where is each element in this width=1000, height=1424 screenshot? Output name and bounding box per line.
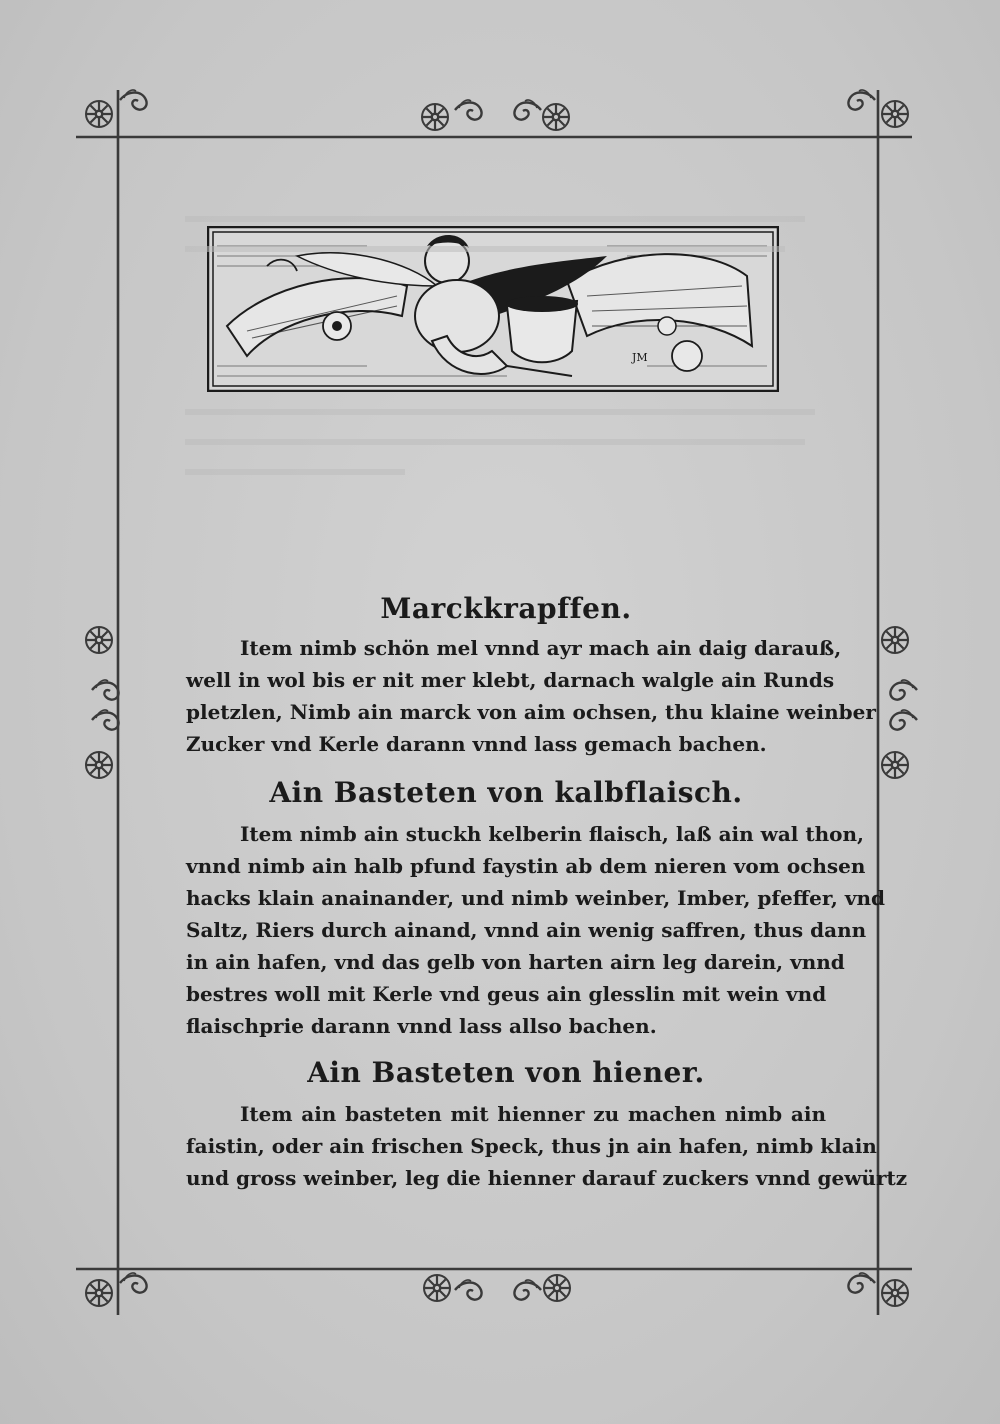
text-line: Zucker vnd Kerle darann vnnd lass gemach bachen. bbox=[186, 732, 767, 756]
text-line: bestres woll mit Kerle vnd geus ain glesslin mit wein vnd bbox=[186, 982, 827, 1006]
text-line: vnnd nimb ain halb pfund faystin ab dem nieren vom ochsen bbox=[186, 854, 866, 878]
text-line: pletzlen, Nimb ain marck von aim ochsen, thu klaine weinber bbox=[186, 700, 876, 724]
section-heading-basteten-kalbflaisch: Ain Basteten von kalbflaisch. bbox=[269, 776, 743, 809]
text-line: in ain hafen, vnd das gelb von harten airn leg darein, vnnd bbox=[186, 950, 845, 974]
section-text-marckkrapffen bbox=[186, 632, 876, 760]
text-line: Saltz, Riers durch ainand, vnnd ain wenig saffren, thus dann bbox=[186, 918, 867, 942]
text-line: Item nimb ain stuckh kelberin flaisch, laß ain wal thon, bbox=[240, 822, 864, 846]
section-text-basteten-kalbflaisch bbox=[186, 818, 886, 1042]
text-line: hacks klain anainander, und nimb weinber, Imber, pfeffer, vnd bbox=[186, 886, 886, 910]
text-line: flaischprie darann vnnd lass allso bachen. bbox=[186, 1014, 657, 1038]
text-line: well in wol bis er nit mer klebt, darnach walgle ain Runds bbox=[186, 668, 835, 692]
text-line: und gross weinber, leg die hienner darauf zuckers vnnd gewürtz bbox=[186, 1166, 908, 1190]
text-line: faistin, oder ain frischen Speck, thus jn ain hafen, nimb klain bbox=[186, 1134, 877, 1158]
section-text-basteten-hiener bbox=[186, 1098, 908, 1194]
text-line: Item nimb schön mel vnnd ayr mach ain daig darauß, bbox=[240, 636, 842, 660]
section-heading-marckkrapffen: Marckkrapffen. bbox=[380, 592, 632, 625]
recipe-content bbox=[186, 590, 908, 1194]
bleed-through-shadow-2 bbox=[185, 395, 825, 475]
text-line: Item ain basteten mit hienner zu machen nimb ain bbox=[240, 1102, 826, 1126]
svg-text:JM: JM bbox=[632, 351, 648, 364]
section-heading-basteten-hiener: Ain Basteten von hiener. bbox=[307, 1056, 705, 1089]
bleed-through-shadow bbox=[185, 200, 825, 252]
